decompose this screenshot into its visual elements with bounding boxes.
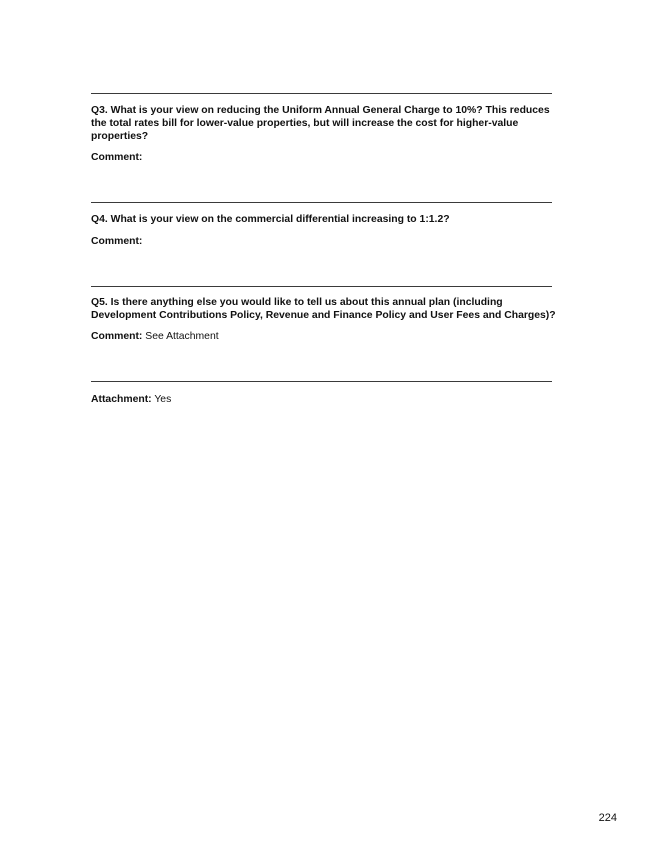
- divider-top: [91, 93, 552, 94]
- comment-label: Comment:: [91, 331, 143, 342]
- attachment-line: [91, 393, 561, 406]
- attachment-label: Attachment:: [91, 394, 152, 405]
- comment-q3: [91, 151, 561, 164]
- attachment-value: Yes: [154, 394, 172, 405]
- question-q4: Q4. What is your view on the commercial differential increasing to 1:1.2?: [91, 214, 450, 225]
- divider-q4-q5: [91, 286, 552, 287]
- comment-label: Comment:: [91, 152, 143, 163]
- divider-q5-attachment: [91, 381, 552, 382]
- comment-label: Comment:: [91, 236, 143, 247]
- page-number: 224: [598, 812, 617, 824]
- comment-q4: [91, 235, 561, 248]
- question-q3: Q3. What is your view on reducing the Uniform Annual General Charge to 10%? This reduces the total rates bill for lower-value properties, but will increase the cost for higher-value properties?: [91, 105, 550, 142]
- comment-q5: [91, 330, 561, 343]
- question-q5: Q5. Is there anything else you would like to tell us about this annual plan (including Development Contributions Policy, Revenue and Finance Policy and User Fees and Charges)?: [91, 297, 556, 321]
- divider-q3-q4: [91, 202, 552, 203]
- comment-value: See Attachment: [145, 331, 219, 342]
